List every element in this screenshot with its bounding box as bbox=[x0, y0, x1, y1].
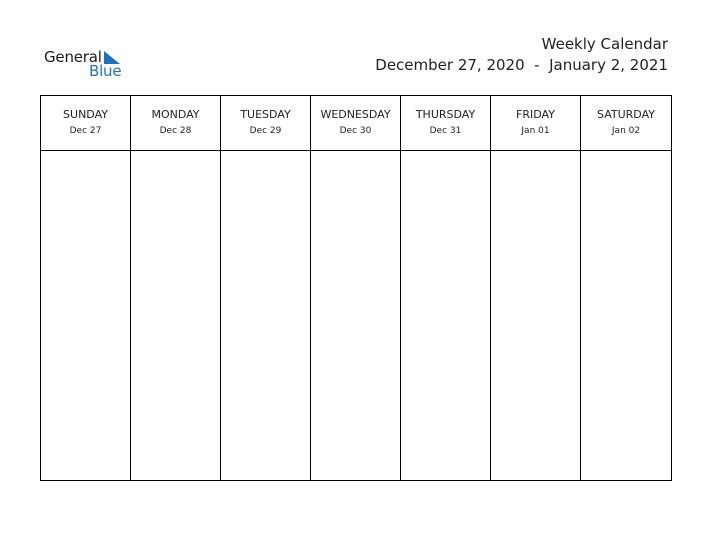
day-name: MONDAY bbox=[151, 108, 200, 121]
day-cell-sunday[interactable] bbox=[41, 151, 131, 480]
day-header-saturday bbox=[581, 96, 671, 151]
day-date: Dec 31 bbox=[429, 126, 462, 136]
day-header-sunday bbox=[41, 96, 131, 151]
day-cell-monday[interactable] bbox=[131, 151, 221, 480]
day-header-monday bbox=[131, 96, 221, 151]
day-header-wednesday bbox=[311, 96, 401, 151]
day-cell-friday[interactable] bbox=[491, 151, 581, 480]
day-name: WEDNESDAY bbox=[320, 108, 391, 121]
day-header-tuesday bbox=[221, 96, 311, 151]
date-range: December 27, 2020 - January 2, 2021 bbox=[375, 56, 668, 74]
page-title: Weekly Calendar bbox=[541, 35, 668, 53]
day-name: THURSDAY bbox=[415, 108, 476, 121]
day-header-thursday bbox=[401, 96, 491, 151]
day-name: SUNDAY bbox=[63, 108, 108, 121]
day-date: Dec 27 bbox=[69, 126, 102, 136]
day-cell-saturday[interactable] bbox=[581, 151, 671, 480]
day-header-friday bbox=[491, 96, 581, 151]
day-name: FRIDAY bbox=[516, 108, 555, 121]
day-date: Dec 29 bbox=[249, 126, 282, 136]
day-cell-thursday[interactable] bbox=[401, 151, 491, 480]
logo-word-blue: Blue bbox=[89, 62, 122, 80]
day-cell-wednesday[interactable] bbox=[311, 151, 401, 480]
day-date: Jan 02 bbox=[611, 126, 641, 136]
day-cell-tuesday[interactable] bbox=[221, 151, 311, 480]
day-date: Jan 01 bbox=[521, 126, 550, 136]
generalblue-logo bbox=[44, 48, 134, 82]
day-name: SATURDAY bbox=[597, 108, 655, 121]
logo-word-general: General bbox=[44, 48, 102, 66]
day-date: Dec 28 bbox=[159, 126, 192, 136]
weekly-calendar-grid bbox=[40, 95, 672, 481]
day-date: Dec 30 bbox=[339, 126, 372, 136]
day-name: TUESDAY bbox=[240, 108, 291, 121]
